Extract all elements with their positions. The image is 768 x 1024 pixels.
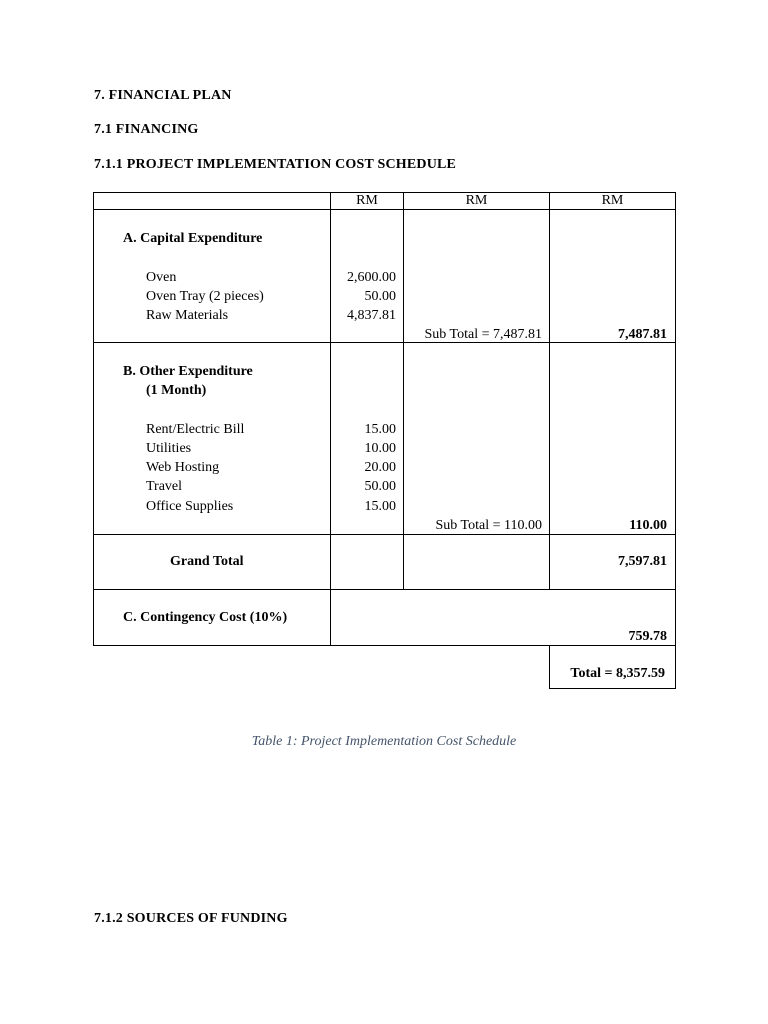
section-a-subtotal: 7,487.81 bbox=[618, 327, 667, 342]
item-amount: 20.00 bbox=[364, 460, 396, 475]
item-amount: 50.00 bbox=[364, 289, 396, 304]
item-label: Raw Materials bbox=[146, 308, 229, 323]
item-amount: 50.00 bbox=[364, 479, 396, 494]
table-col-divider-1 bbox=[330, 192, 331, 646]
table-border-left bbox=[93, 192, 94, 646]
section-b-title: B. Other Expenditure bbox=[123, 364, 253, 379]
table-divider-grand bbox=[93, 589, 676, 590]
item-amount: 10.00 bbox=[364, 441, 396, 456]
final-total: Total = 8,357.59 bbox=[570, 666, 665, 681]
item-label: Utilities bbox=[146, 441, 192, 456]
item-amount: 2,600.00 bbox=[347, 270, 396, 285]
grand-total-label: Grand Total bbox=[170, 554, 244, 569]
item-label: Rent/Electric Bill bbox=[146, 422, 245, 437]
item-amount: 15.00 bbox=[364, 422, 396, 437]
section-a-title: A. Capital Expenditure bbox=[123, 231, 263, 246]
col-header-rm-1: RM bbox=[356, 193, 378, 208]
heading-financial-plan: 7. FINANCIAL PLAN bbox=[94, 88, 232, 103]
grand-total-value: 7,597.81 bbox=[618, 554, 667, 569]
total-box-bottom bbox=[549, 688, 676, 689]
item-label: Oven bbox=[146, 270, 177, 285]
heading-financing: 7.1 FINANCING bbox=[94, 122, 199, 137]
contingency-value: 759.78 bbox=[628, 629, 667, 644]
item-label: Office Supplies bbox=[146, 499, 234, 514]
table-caption: Table 1: Project Implementation Cost Schedule bbox=[251, 734, 517, 749]
section-b-subtotal: 110.00 bbox=[629, 518, 667, 533]
section-b-subtotal-label: Sub Total = 110.00 bbox=[435, 518, 542, 533]
contingency-label: C. Contingency Cost (10%) bbox=[123, 610, 288, 625]
item-amount: 4,837.81 bbox=[347, 308, 396, 323]
item-label: Oven Tray (2 pieces) bbox=[146, 289, 264, 304]
heading-cost-schedule: 7.1.1 PROJECT IMPLEMENTATION COST SCHEDULE bbox=[94, 157, 457, 172]
item-amount: 15.00 bbox=[364, 499, 396, 514]
col-header-rm-3: RM bbox=[601, 193, 624, 208]
item-label: Travel bbox=[146, 479, 183, 494]
col-header-rm-2: RM bbox=[465, 193, 488, 208]
heading-sources-of-funding: 7.1.2 SOURCES OF FUNDING bbox=[94, 911, 288, 926]
section-a-subtotal-label: Sub Total = 7,487.81 bbox=[424, 327, 542, 342]
section-b-title-period: (1 Month) bbox=[146, 383, 207, 398]
item-label: Web Hosting bbox=[146, 460, 220, 475]
table-border-right bbox=[675, 192, 676, 689]
